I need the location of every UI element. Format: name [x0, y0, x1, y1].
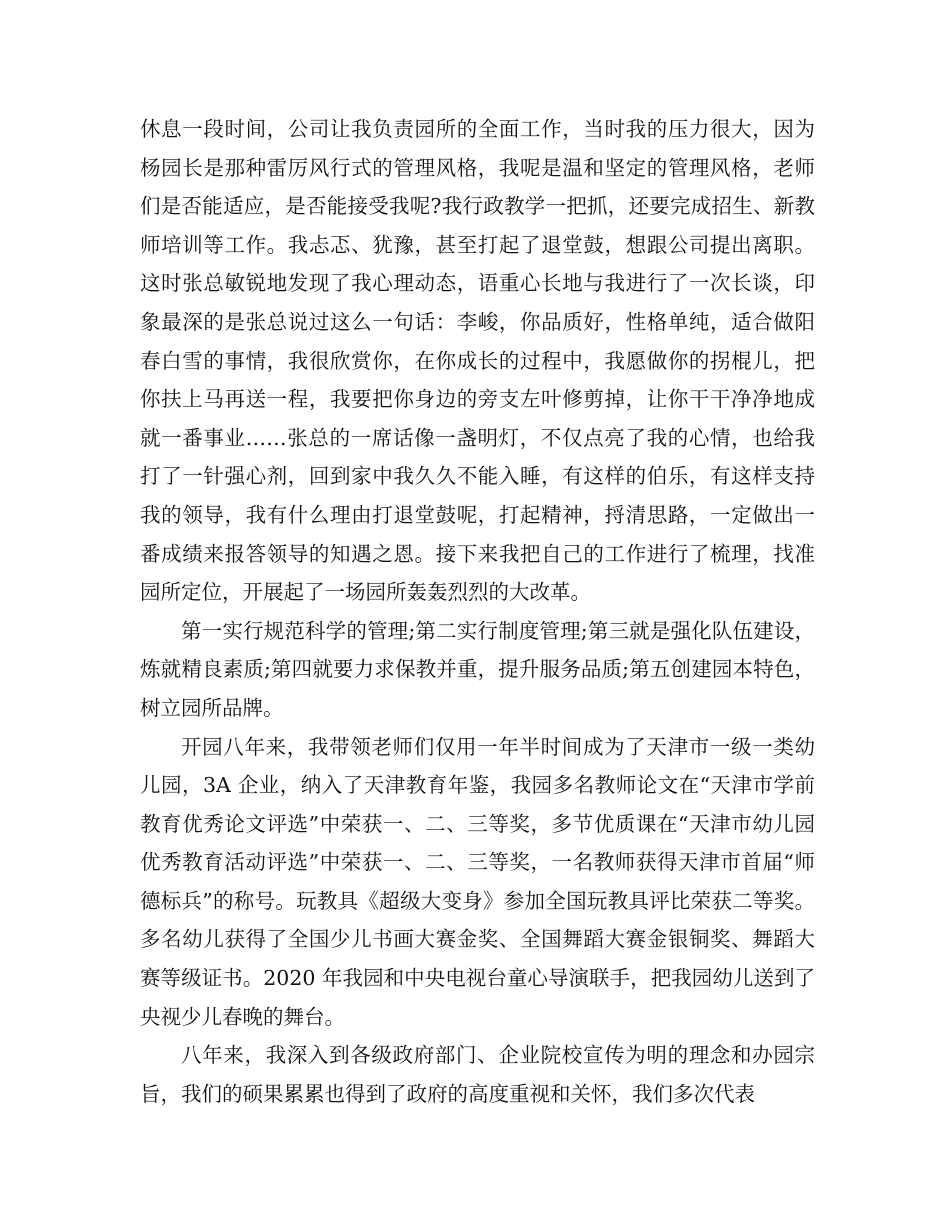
paragraph-outreach: 八年来，我深入到各级政府部门、企业院校宣传为明的理念和办园宗旨，我们的硕果累累也得到了政府的高度重视和关怀，我们多次代表 [140, 1043, 815, 1106]
paragraph-achievements: 开园八年来，我带领老师们仅用一年半时间成为了天津市一级一类幼儿园，3A 企业，纳入了天津教育年鉴，我园多名教师论文在“天津市学前教育优秀论文评选”中荣获一、二、三等奖，多节优质课在“天津市幼儿园优秀教育活动评选”中荣获一、二、三等奖，一名教师获得天津市首届“师德标兵”的称号。玩教具《超级大变身》参加全国玩教具评比荣获二等奖。多名幼儿获得了全国少儿书画大赛金奖、全国舞蹈大赛金银铜奖、舞蹈大赛等级证书。2020 年我园和中央电视台童心导演联手，把我园幼儿送到了央视少儿春晚的舞台。 [140, 734, 815, 1029]
document-body [140, 110, 815, 1113]
paragraph-continuation: 休息一段时间，公司让我负责园所的全面工作，当时我的压力很大，因为杨园长是那种雷厉风行式的管理风格，我呢是温和坚定的管理风格，老师们是否能适应，是否能接受我呢?我行政教学一把抓，还要完成招生、新教师培训等工作。我忐忑、犹豫，甚至打起了退堂鼓，想跟公司提出离职。这时张总敏锐地发现了我心理动态，语重心长地与我进行了一次长谈，印象最深的是张总说过这么一句话：李峻，你品质好，性格单纯，适合做阳春白雪的事情，我很欣赏你，在你成长的过程中，我愿做你的拐棍儿，把你扶上马再送一程，我要把你身边的旁支左叶修剪掉，让你干干净净地成就一番事业……张总的一席话像一盏明灯，不仅点亮了我的心情，也给我打了一针强心剂，回到家中我久久不能入睡，有这样的伯乐，有这样支持我的领导，我有什么理由打退堂鼓呢，打起精神，捋清思路，一定做出一番成绩来报答领导的知遇之恩。接下来我把自己的工作进行了梳理，找准园所定位，开展起了一场园所轰轰烈烈的大改革。 [140, 117, 815, 605]
paragraph-management-reforms: 第一实行规范科学的管理;第二实行制度管理;第三就是强化队伍建设，炼就精良素质;第四就要力求保教并重，提升服务品质;第五创建园本特色，树立园所品牌。 [140, 618, 815, 720]
